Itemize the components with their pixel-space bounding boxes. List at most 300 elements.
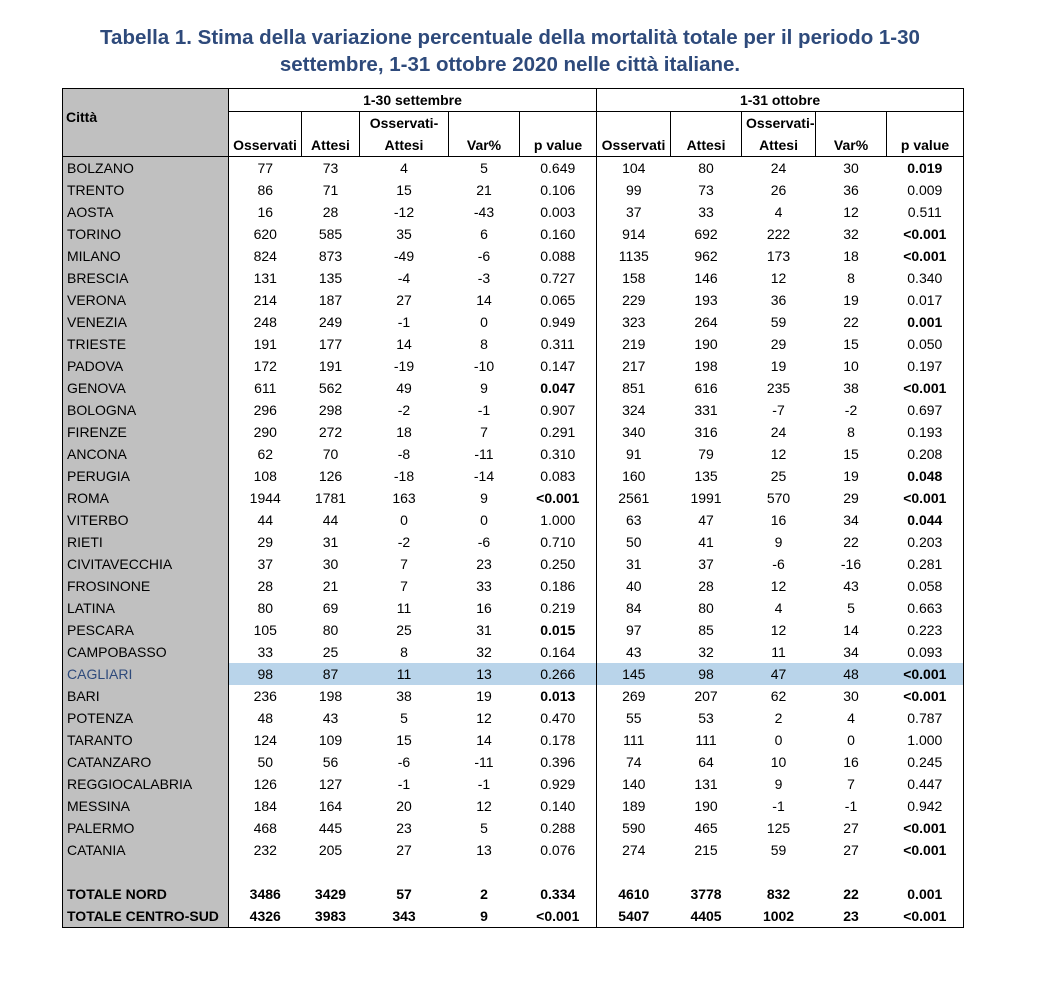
sep-osservati-cell: 124 (253, 732, 277, 748)
sep-attesi-cell: 44 (322, 512, 339, 528)
sep-pvalue-cell: 1.000 (520, 509, 597, 531)
sep-osservati-cell: 105 (253, 622, 277, 638)
sep-attesi-cell: 73 (322, 160, 339, 176)
sep-attesi-cell: 25 (322, 644, 339, 660)
city-name: CAMPOBASSO (63, 641, 229, 663)
oct-var-cell: 27 (843, 820, 859, 836)
sep-attesi-cell: 3983 (302, 905, 360, 928)
table-row (63, 223, 964, 245)
sep-diff-cell: 25 (396, 622, 412, 638)
oct-diff-cell: 59 (770, 314, 787, 330)
oct-attesi-cell: 32 (698, 644, 714, 660)
city-name: FIRENZE (63, 421, 229, 443)
oct-osservati-cell: 324 (622, 402, 646, 418)
sep-pvalue-cell: 0.178 (520, 729, 597, 751)
sep-pvalue-cell: 0.949 (520, 311, 597, 333)
sep-pvalue-cell: 0.186 (520, 575, 597, 597)
sep-diff-cell: 11 (396, 600, 412, 616)
city-name: PALERMO (63, 817, 229, 839)
sep-osservati-cell: 232 (253, 842, 277, 858)
sep-attesi-cell: 126 (318, 468, 343, 484)
sep-var-cell: -1 (477, 402, 491, 418)
oct-pvalue-cell: 0.447 (887, 773, 964, 795)
spacer-row (63, 861, 964, 883)
oct-pvalue-cell: 0.223 (887, 619, 964, 641)
table-row (63, 663, 964, 685)
sep-attesi-cell: 272 (318, 424, 343, 440)
oct-pvalue-cell: 0.193 (887, 421, 964, 443)
oct-var-cell: 23 (816, 905, 887, 928)
oct-osservati-cell: 91 (625, 446, 642, 462)
sep-attesi-cell: 31 (322, 534, 339, 550)
oct-pvalue-cell: 0.281 (887, 553, 964, 575)
oct-osservati-cell: 99 (625, 182, 642, 198)
oct-diff-cell: 19 (770, 358, 787, 374)
oct-osservati-cell: 5407 (597, 905, 671, 928)
sep-osservati-cell: 184 (253, 798, 277, 814)
sep-osservati-cell: 131 (253, 270, 277, 286)
sep-diff-cell: -2 (397, 402, 411, 418)
sep-attesi-cell: 198 (318, 688, 343, 704)
sep-pvalue-cell: 0.710 (520, 531, 597, 553)
sep-var-cell: -1 (477, 776, 491, 792)
table-row (63, 531, 964, 553)
sep-diff-cell: -6 (397, 754, 411, 770)
oct-attesi-cell: 146 (694, 270, 718, 286)
oct-var-cell: -16 (840, 556, 862, 572)
oct-diff-cell: 12 (770, 622, 787, 638)
oct-pvalue-cell: 0.197 (887, 355, 964, 377)
oct-diff-cell: 12 (770, 270, 787, 286)
oct-attesi-cell: 198 (694, 358, 718, 374)
sep-var-cell: 9 (480, 490, 488, 506)
sep-var-cell: 9 (480, 380, 488, 396)
city-name: TRENTO (63, 179, 229, 201)
table-title-line-1: Tabella 1. Stima della variazione percentuale della mortalità totale per il periodo 1-30 (100, 26, 920, 49)
sep-attesi-cell: 187 (318, 292, 343, 308)
oct-diff-cell: 235 (766, 380, 791, 396)
spacer-cell (302, 861, 360, 883)
oct-osservati-cell: 269 (622, 688, 646, 704)
sep-pvalue-cell: 0.311 (520, 333, 597, 355)
sep-osservati-cell: 62 (257, 446, 274, 462)
sep-pvalue-cell: 0.396 (520, 751, 597, 773)
sep-attesi-cell: 109 (318, 732, 343, 748)
spacer-cell (671, 861, 742, 883)
oct-pvalue-cell: 0.340 (887, 267, 964, 289)
sep-attesi-cell: 135 (318, 270, 343, 286)
oct-diff-cell: 11 (771, 644, 786, 660)
city-name: LATINA (63, 597, 229, 619)
spacer-cell (520, 861, 597, 883)
sep-diff-cell: 5 (400, 710, 408, 726)
sep-osservati-cell: 28 (257, 578, 274, 594)
oct-var-cell: -2 (844, 402, 858, 418)
oct-var-cell: 22 (843, 534, 859, 550)
sep-diff-cell: 18 (396, 424, 412, 440)
sep-pvalue-cell: 0.147 (520, 355, 597, 377)
table-row (63, 685, 964, 707)
sep-diff-cell: 27 (396, 842, 412, 858)
sep-osservati-header: Osservati (229, 112, 302, 157)
oct-attesi-cell: 135 (694, 468, 718, 484)
city-name: CIVITAVECCHIA (63, 553, 229, 575)
sep-diff-cell: 0 (400, 512, 408, 528)
table-row (63, 553, 964, 575)
sep-var-header: Var% (449, 112, 520, 157)
oct-osservati-cell: 4610 (618, 886, 650, 902)
table-row (63, 729, 964, 751)
table-title (0, 24, 1020, 78)
sep-var-cell: -3 (477, 270, 491, 286)
sep-pvalue-cell: 0.106 (520, 179, 597, 201)
table-row (63, 355, 964, 377)
city-name: RIETI (63, 531, 229, 553)
city-name: ANCONA (63, 443, 229, 465)
sep-attesi-cell: 1781 (314, 490, 347, 506)
sep-osservati-cell: 126 (253, 776, 277, 792)
sep-var-cell: -43 (473, 204, 495, 220)
sep-var-cell: 6 (480, 226, 488, 242)
sep-pvalue-header: p value (520, 112, 597, 157)
table-row (63, 575, 964, 597)
oct-pvalue-cell: 0.017 (887, 289, 964, 311)
oct-pvalue-cell: 0.511 (887, 201, 964, 223)
oct-var-cell: 30 (843, 160, 859, 176)
oct-osservati-cell: 50 (625, 534, 642, 550)
oct-osservati-cell: 63 (625, 512, 642, 528)
city-name: PERUGIA (63, 465, 229, 487)
city-name: AOSTA (63, 201, 229, 223)
oct-var-cell: 7 (847, 776, 855, 792)
oct-var-header: Var% (816, 112, 887, 157)
oct-attesi-cell: 131 (694, 776, 718, 792)
oct-diff-cell: 25 (770, 468, 787, 484)
oct-attesi-cell: 33 (698, 204, 714, 220)
spacer-cell (597, 861, 671, 883)
sep-diff-cell: -12 (393, 204, 415, 220)
oct-var-cell: 34 (843, 512, 859, 528)
table-row (63, 399, 964, 421)
sep-osservati-cell: 80 (257, 600, 274, 616)
table-row (63, 707, 964, 729)
oct-diff-cell: 4 (774, 600, 783, 616)
sep-pvalue-cell: <0.001 (520, 905, 597, 928)
city-name: BOLZANO (63, 157, 229, 180)
spacer-cell (360, 861, 449, 883)
oct-osservati-cell: 217 (622, 358, 646, 374)
sep-osservati-cell: 172 (253, 358, 277, 374)
oct-pvalue-cell: 0.050 (887, 333, 964, 355)
sep-var-cell: 33 (476, 578, 492, 594)
oct-attesi-cell: 47 (698, 512, 714, 528)
oct-var-cell: 30 (843, 688, 859, 704)
sep-pvalue-cell: 0.164 (520, 641, 597, 663)
oct-pvalue-cell: 0.697 (887, 399, 964, 421)
period-october-header: 1-31 ottobre (597, 89, 964, 112)
sep-attesi-cell: 28 (322, 204, 339, 220)
oct-attesi-cell: 190 (694, 336, 718, 352)
city-name: TRIESTE (63, 333, 229, 355)
oct-diff-header-top: Osservati- (742, 112, 816, 135)
sep-diff-header-top: Osservati- (360, 112, 449, 135)
oct-var-cell: 19 (843, 468, 859, 484)
sep-osservati-cell: 214 (253, 292, 277, 308)
sep-var-cell: 14 (476, 732, 492, 748)
oct-attesi-cell: 4405 (671, 905, 742, 928)
sep-diff-cell: 14 (396, 336, 412, 352)
mortality-table (62, 88, 964, 928)
table-row (63, 465, 964, 487)
city-name: MILANO (63, 245, 229, 267)
oct-var-cell: 14 (843, 622, 859, 638)
oct-var-cell: 22 (843, 314, 859, 330)
sep-var-cell: -14 (473, 468, 495, 484)
sep-attesi-cell: 71 (322, 182, 339, 198)
oct-osservati-cell: 145 (597, 663, 671, 685)
oct-diff-cell: 173 (766, 248, 791, 264)
sep-attesi-cell: 298 (318, 402, 343, 418)
sep-var-cell: -11 (474, 446, 494, 462)
oct-osservati-cell: 189 (622, 798, 646, 814)
oct-pvalue-cell: <0.001 (887, 905, 964, 928)
oct-var-cell: 15 (843, 446, 859, 462)
sep-attesi-cell: 3429 (314, 886, 347, 902)
oct-osservati-cell: 219 (622, 336, 646, 352)
oct-attesi-cell: 692 (694, 226, 718, 242)
sep-pvalue-cell: 0.250 (520, 553, 597, 575)
sep-osservati-cell: 16 (257, 204, 274, 220)
oct-diff-cell: 222 (766, 226, 791, 242)
oct-pvalue-cell: 0.787 (887, 707, 964, 729)
oct-diff-cell: 59 (770, 842, 787, 858)
oct-var-cell: -1 (844, 798, 858, 814)
sep-pvalue-cell: 0.219 (520, 597, 597, 619)
sep-pvalue-cell: 0.076 (520, 839, 597, 861)
sep-pvalue-cell: 0.140 (520, 795, 597, 817)
sep-osservati-cell: 290 (253, 424, 277, 440)
oct-attesi-cell: 37 (698, 556, 714, 572)
sep-var-cell: -6 (477, 534, 491, 550)
city-name: VITERBO (63, 509, 229, 531)
sep-pvalue-cell: 0.470 (520, 707, 597, 729)
sep-var-cell: 19 (476, 688, 492, 704)
sep-osservati-cell: 44 (257, 512, 274, 528)
oct-osservati-cell: 914 (622, 226, 646, 242)
oct-var-cell: 16 (843, 754, 859, 770)
oct-attesi-cell: 79 (698, 446, 714, 462)
oct-var-cell: 48 (816, 663, 887, 685)
sep-osservati-cell: 33 (257, 644, 274, 660)
oct-pvalue-cell: <0.001 (887, 685, 964, 707)
oct-diff-cell: 125 (766, 820, 791, 836)
sep-attesi-cell: 43 (322, 710, 339, 726)
table-row (63, 245, 964, 267)
city-name: BRESCIA (63, 267, 229, 289)
sep-attesi-cell: 69 (322, 600, 339, 616)
oct-var-cell: 8 (847, 270, 855, 286)
oct-osservati-cell: 2561 (618, 490, 650, 506)
sep-diff-cell: 23 (396, 820, 412, 836)
sep-diff-cell: 49 (396, 380, 412, 396)
oct-attesi-cell: 41 (698, 534, 714, 550)
oct-attesi-cell: 98 (671, 663, 742, 685)
sep-pvalue-cell: 0.288 (520, 817, 597, 839)
spacer-cell (742, 861, 816, 883)
sep-pvalue-cell: 0.907 (520, 399, 597, 421)
table-row (63, 751, 964, 773)
sep-diff-cell: 8 (400, 644, 408, 660)
oct-attesi-cell: 962 (694, 248, 718, 264)
oct-pvalue-cell: <0.001 (887, 377, 964, 399)
period-september-header: 1-30 settembre (229, 89, 597, 112)
sep-attesi-cell: 445 (318, 820, 343, 836)
sep-osservati-cell: 611 (254, 380, 277, 396)
sep-var-cell: 21 (476, 182, 492, 198)
sep-diff-cell: 27 (396, 292, 412, 308)
oct-osservati-cell: 158 (622, 270, 646, 286)
sep-diff-header-bottom: Attesi (360, 134, 449, 157)
oct-osservati-cell: 229 (622, 292, 646, 308)
city-name: TARANTO (63, 729, 229, 751)
oct-osservati-cell: 851 (622, 380, 646, 396)
oct-osservati-cell: 31 (625, 556, 642, 572)
oct-diff-cell: 9 (774, 776, 783, 792)
oct-pvalue-cell: <0.001 (887, 223, 964, 245)
oct-diff-cell: 24 (770, 160, 787, 176)
sep-var-cell: 2 (480, 886, 488, 902)
oct-var-cell: 43 (843, 578, 859, 594)
sep-var-cell: 14 (476, 292, 492, 308)
spacer-cell (229, 861, 302, 883)
sep-osservati-cell: 77 (257, 160, 274, 176)
oct-diff-cell: 16 (770, 512, 787, 528)
city-name: TOTALE CENTRO-SUD (63, 905, 229, 928)
sep-pvalue-cell: 0.003 (520, 201, 597, 223)
oct-attesi-cell: 616 (694, 380, 718, 396)
oct-attesi-cell: 64 (698, 754, 714, 770)
city-name: TOTALE NORD (63, 883, 229, 905)
table-row (63, 619, 964, 641)
oct-diff-cell: 10 (770, 754, 787, 770)
oct-diff-cell: 62 (770, 688, 787, 704)
oct-attesi-cell: 111 (695, 732, 717, 748)
oct-osservati-cell: 84 (625, 600, 642, 616)
oct-var-cell: 38 (843, 380, 859, 396)
sep-diff-cell: 35 (396, 226, 412, 242)
oct-attesi-header: Attesi (671, 112, 742, 157)
oct-attesi-cell: 190 (694, 798, 718, 814)
sep-osservati-cell: 248 (253, 314, 277, 330)
oct-pvalue-cell: 0.019 (887, 157, 964, 180)
sep-pvalue-cell: 0.727 (520, 267, 597, 289)
sep-var-cell: 13 (449, 663, 520, 685)
sep-attesi-cell: 191 (318, 358, 343, 374)
oct-pvalue-cell: 0.203 (887, 531, 964, 553)
sep-osservati-cell: 191 (253, 336, 277, 352)
oct-diff-cell: 26 (770, 182, 787, 198)
sep-diff-cell: 4 (400, 160, 408, 176)
city-name: POTENZA (63, 707, 229, 729)
oct-osservati-cell: 97 (625, 622, 642, 638)
table-row (63, 333, 964, 355)
oct-osservati-cell: 37 (625, 204, 642, 220)
table-row (63, 509, 964, 531)
table-row (63, 817, 964, 839)
oct-osservati-cell: 274 (622, 842, 646, 858)
oct-attesi-cell: 85 (698, 622, 714, 638)
oct-var-cell: 5 (847, 600, 855, 616)
oct-osservati-cell: 40 (625, 578, 642, 594)
oct-diff-cell: 4 (774, 204, 783, 220)
sep-pvalue-cell: 0.310 (520, 443, 597, 465)
oct-pvalue-cell: 0.001 (887, 311, 964, 333)
oct-var-cell: 22 (843, 886, 859, 902)
oct-pvalue-cell: 0.245 (887, 751, 964, 773)
city-name: CATANIA (63, 839, 229, 861)
oct-attesi-cell: 73 (698, 182, 714, 198)
sep-attesi-cell: 80 (322, 622, 339, 638)
sep-var-cell: 16 (476, 600, 492, 616)
sep-var-cell: 32 (476, 644, 492, 660)
sep-osservati-cell: 296 (253, 402, 277, 418)
sep-osservati-cell: 3486 (249, 886, 281, 902)
sep-pvalue-cell: 0.929 (520, 773, 597, 795)
sep-attesi-cell: 164 (318, 798, 343, 814)
oct-diff-cell: 1002 (742, 905, 816, 928)
sep-var-cell: 13 (476, 842, 492, 858)
oct-osservati-cell: 160 (622, 468, 646, 484)
oct-pvalue-cell: <0.001 (887, 245, 964, 267)
sep-var-cell: 23 (476, 556, 492, 572)
oct-pvalue-cell: 0.058 (887, 575, 964, 597)
sep-osservati-cell: 48 (257, 710, 274, 726)
sep-var-cell: -10 (473, 358, 495, 374)
oct-attesi-cell: 465 (694, 820, 718, 836)
sep-diff-cell: -18 (393, 468, 415, 484)
oct-attesi-cell: 3778 (690, 886, 722, 902)
spacer-cell (63, 861, 229, 883)
sep-pvalue-cell: 0.649 (520, 157, 597, 180)
oct-osservati-cell: 140 (622, 776, 646, 792)
city-name: REGGIOCALABRIA (63, 773, 229, 795)
oct-diff-cell: 29 (770, 336, 787, 352)
oct-pvalue-cell: 0.048 (887, 465, 964, 487)
sep-attesi-cell: 70 (322, 446, 339, 462)
sep-pvalue-cell: 0.083 (520, 465, 597, 487)
sep-diff-cell: -4 (397, 270, 411, 286)
oct-osservati-cell: 340 (622, 424, 646, 440)
oct-osservati-cell: 111 (623, 732, 645, 748)
sep-osservati-cell: 468 (253, 820, 277, 836)
oct-osservati-cell: 43 (625, 644, 642, 660)
table-title-line-2: settembre, 1-31 ottobre 2020 nelle città italiane. (279, 53, 741, 76)
oct-var-cell: 10 (843, 358, 859, 374)
sep-pvalue-cell: 0.291 (520, 421, 597, 443)
oct-diff-cell: -7 (772, 402, 785, 418)
sep-diff-cell: 11 (360, 663, 449, 685)
sep-diff-cell: 20 (396, 798, 412, 814)
oct-diff-cell: 12 (770, 578, 787, 594)
city-name: BARI (63, 685, 229, 707)
oct-diff-cell: 570 (766, 490, 791, 506)
table-row (63, 267, 964, 289)
oct-pvalue-cell: 1.000 (887, 729, 964, 751)
total-row (63, 883, 964, 905)
sep-pvalue-cell: 0.013 (520, 685, 597, 707)
sep-attesi-cell: 873 (318, 248, 343, 264)
city-name: FROSINONE (63, 575, 229, 597)
